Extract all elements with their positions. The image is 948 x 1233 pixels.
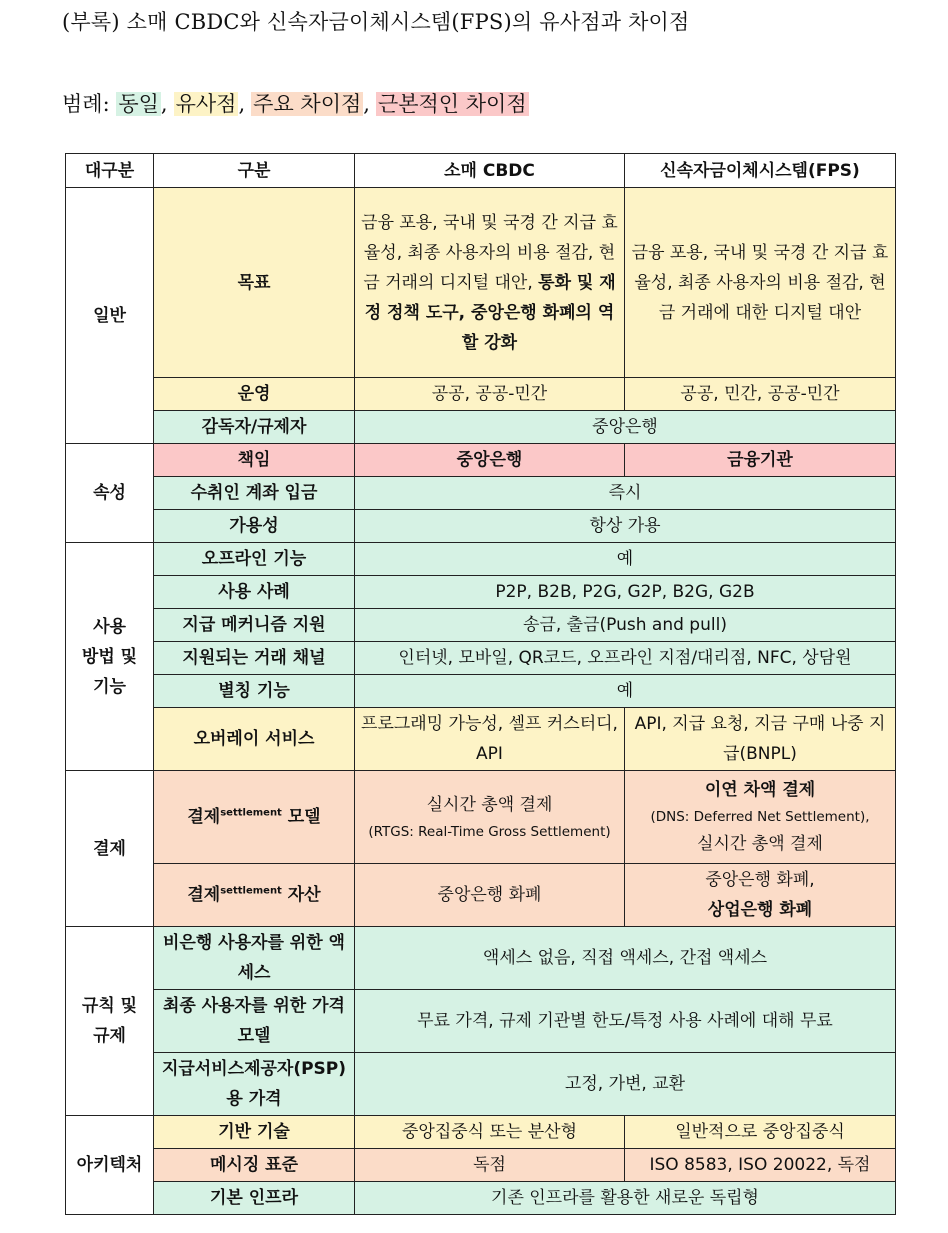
cell-base-tech-fps: 일반적으로 중앙집중식 — [625, 1116, 896, 1149]
cell-messaging-cbdc: 독점 — [355, 1149, 625, 1182]
table-row — [66, 188, 896, 378]
settle-model-label-b: 모델 — [281, 807, 321, 827]
table-row — [66, 1116, 896, 1149]
legend — [62, 88, 529, 118]
table-row — [66, 477, 896, 510]
row-label-goal: 목표 — [154, 188, 355, 378]
row-label-offline: 오프라인 기능 — [154, 543, 355, 576]
table-row — [66, 1182, 896, 1215]
row-label-mechanism: 지급 메커니즘 지원 — [154, 609, 355, 642]
table-row — [66, 927, 896, 990]
group-usage-line3: 기능 — [93, 676, 126, 697]
legend-fundamental-diff: 근본적인 차이점 — [377, 92, 527, 116]
table-row — [66, 990, 896, 1053]
table-row — [66, 510, 896, 543]
row-label-alias: 별칭 기능 — [154, 675, 355, 708]
group-architecture: 아키텍처 — [66, 1116, 154, 1215]
settle-model-fps-text: 실시간 총액 결제 — [697, 834, 823, 854]
cell-availability: 항상 가용 — [355, 510, 896, 543]
cell-mechanism: 송금, 출금(Push and pull) — [355, 609, 896, 642]
row-label-messaging: 메시징 표준 — [154, 1149, 355, 1182]
cell-goal-cbdc — [355, 188, 625, 378]
cell-base-tech-cbdc: 중앙집중식 또는 분산형 — [355, 1116, 625, 1149]
cell-liability-cbdc: 중앙은행 — [355, 444, 625, 477]
legend-comma: , — [160, 92, 168, 116]
cell-nonbank-access: 액세스 없음, 직접 액세스, 간접 액세스 — [355, 927, 896, 990]
goal-cbdc-text: 금융 포용, 국내 및 국경 간 지급 효율성, 최종 사용자의 비용 절감, 현금 거래의 디지털 대안, — [361, 212, 618, 293]
row-label-settle-model — [154, 771, 355, 864]
header-fps: 신속자금이체시스템(FPS) — [625, 154, 896, 188]
group-usage-line1: 사용 — [93, 616, 126, 637]
table-row — [66, 576, 896, 609]
row-label-end-user-pricing: 최종 사용자를 위한 가격 모델 — [154, 990, 355, 1053]
table-row — [66, 771, 896, 864]
cell-settle-model-cbdc — [355, 771, 625, 864]
row-label-nonbank-access: 비은행 사용자를 위한 액세스 — [154, 927, 355, 990]
row-label-channels: 지원되는 거래 채널 — [154, 642, 355, 675]
legend-label: 범례: — [62, 92, 110, 116]
row-label-use-cases: 사용 사례 — [154, 576, 355, 609]
cell-infra: 기존 인프라를 활용한 새로운 독립형 — [355, 1182, 896, 1215]
table-row — [66, 444, 896, 477]
group-rules-line2: 규제 — [93, 1026, 126, 1046]
settle-model-cbdc-small: (RTGS: Real-Time Gross Settlement) — [368, 824, 611, 840]
cell-operation-cbdc: 공공, 공공-민간 — [355, 378, 625, 411]
legend-similar: 유사점 — [175, 92, 237, 116]
row-label-deposit: 수취인 계좌 입금 — [154, 477, 355, 510]
settle-model-label-a: 결제 — [187, 807, 221, 827]
table-row — [66, 543, 896, 576]
legend-same: 동일 — [118, 92, 159, 116]
group-settlement: 결제 — [66, 771, 154, 927]
table-row — [66, 1053, 896, 1116]
settle-asset-label-b: 자산 — [281, 885, 321, 905]
row-label-psp-pricing: 지급서비스제공자(PSP)용 가격 — [154, 1053, 355, 1116]
settle-asset-fps-b: 상업은행 화폐 — [707, 900, 813, 920]
goal-cbdc-bold: 통화 및 재정 정책 도구, 중앙은행 화폐의 역할 강화 — [364, 272, 616, 353]
group-rules-line1: 규칙 및 — [81, 996, 138, 1016]
row-label-supervisor: 감독자/규제자 — [154, 411, 355, 444]
cell-end-user-pricing: 무료 가격, 규제 기관별 한도/특정 사용 사례에 대해 무료 — [355, 990, 896, 1053]
table-row — [66, 708, 896, 771]
settle-model-fps-small: (DNS: Deferred Net Settlement), — [650, 809, 870, 825]
table-row — [66, 642, 896, 675]
header-item: 구분 — [154, 154, 355, 188]
header-cbdc: 소매 CBDC — [355, 154, 625, 188]
settle-asset-sup: settlement — [220, 885, 282, 897]
settle-model-fps-bold: 이연 차액 결제 — [704, 780, 816, 800]
cell-operation-fps: 공공, 민간, 공공-민간 — [625, 378, 896, 411]
settle-asset-fps-a: 중앙은행 화폐, — [705, 870, 815, 890]
settle-model-cbdc-text: 실시간 총액 결제 — [426, 795, 553, 815]
row-label-operation: 운영 — [154, 378, 355, 411]
table-row — [66, 411, 896, 444]
row-label-base-tech: 기반 기술 — [154, 1116, 355, 1149]
row-label-overlay: 오버레이 서비스 — [154, 708, 355, 771]
cell-goal-fps: 금융 포용, 국내 및 국경 간 지급 효율성, 최종 사용자의 비용 절감, 현금 거래에 대한 디지털 대안 — [625, 188, 896, 378]
cell-channels: 인터넷, 모바일, QR코드, 오프라인 지점/대리점, NFC, 상담원 — [355, 642, 896, 675]
cell-settle-asset-cbdc: 중앙은행 화폐 — [355, 864, 625, 927]
cell-settle-model-fps — [625, 771, 896, 864]
table-row — [66, 609, 896, 642]
group-usage-line2: 방법 및 — [81, 646, 138, 667]
cell-supervisor: 중앙은행 — [355, 411, 896, 444]
legend-comma: , — [363, 92, 370, 116]
table-row — [66, 675, 896, 708]
cell-offline: 예 — [355, 543, 896, 576]
table-row — [66, 1149, 896, 1182]
row-label-liability: 책임 — [154, 444, 355, 477]
settle-model-sup: settlement — [220, 807, 282, 819]
group-rules — [66, 927, 154, 1116]
page-title: (부록) 소매 CBDC와 신속자금이체시스템(FPS)의 유사점과 차이점 — [62, 10, 690, 34]
group-usage — [66, 543, 154, 771]
row-label-settle-asset — [154, 864, 355, 927]
cell-liability-fps: 금융기관 — [625, 444, 896, 477]
legend-major-diff: 주요 차이점 — [253, 92, 362, 116]
table-row — [66, 378, 896, 411]
cell-overlay-cbdc: 프로그래밍 가능성, 셀프 커스터디, API — [355, 708, 625, 771]
cell-alias: 예 — [355, 675, 896, 708]
table-header-row — [66, 154, 896, 188]
cell-use-cases: P2P, B2B, P2G, G2P, B2G, G2B — [355, 576, 896, 609]
cell-overlay-fps: API, 지급 요청, 지금 구매 나중 지급(BNPL) — [625, 708, 896, 771]
row-label-availability: 가용성 — [154, 510, 355, 543]
group-general: 일반 — [66, 188, 154, 444]
cell-psp-pricing: 고정, 가변, 교환 — [355, 1053, 896, 1116]
header-category: 대구분 — [66, 154, 154, 188]
cell-deposit: 즉시 — [355, 477, 896, 510]
settle-asset-label-a: 결제 — [187, 885, 221, 905]
cell-messaging-fps: ISO 8583, ISO 20022, 독점 — [625, 1149, 896, 1182]
comparison-table — [65, 153, 896, 1215]
table-row — [66, 864, 896, 927]
group-attributes: 속성 — [66, 444, 154, 543]
cell-settle-asset-fps — [625, 864, 896, 927]
legend-comma: , — [238, 92, 246, 116]
row-label-infra: 기본 인프라 — [154, 1182, 355, 1215]
